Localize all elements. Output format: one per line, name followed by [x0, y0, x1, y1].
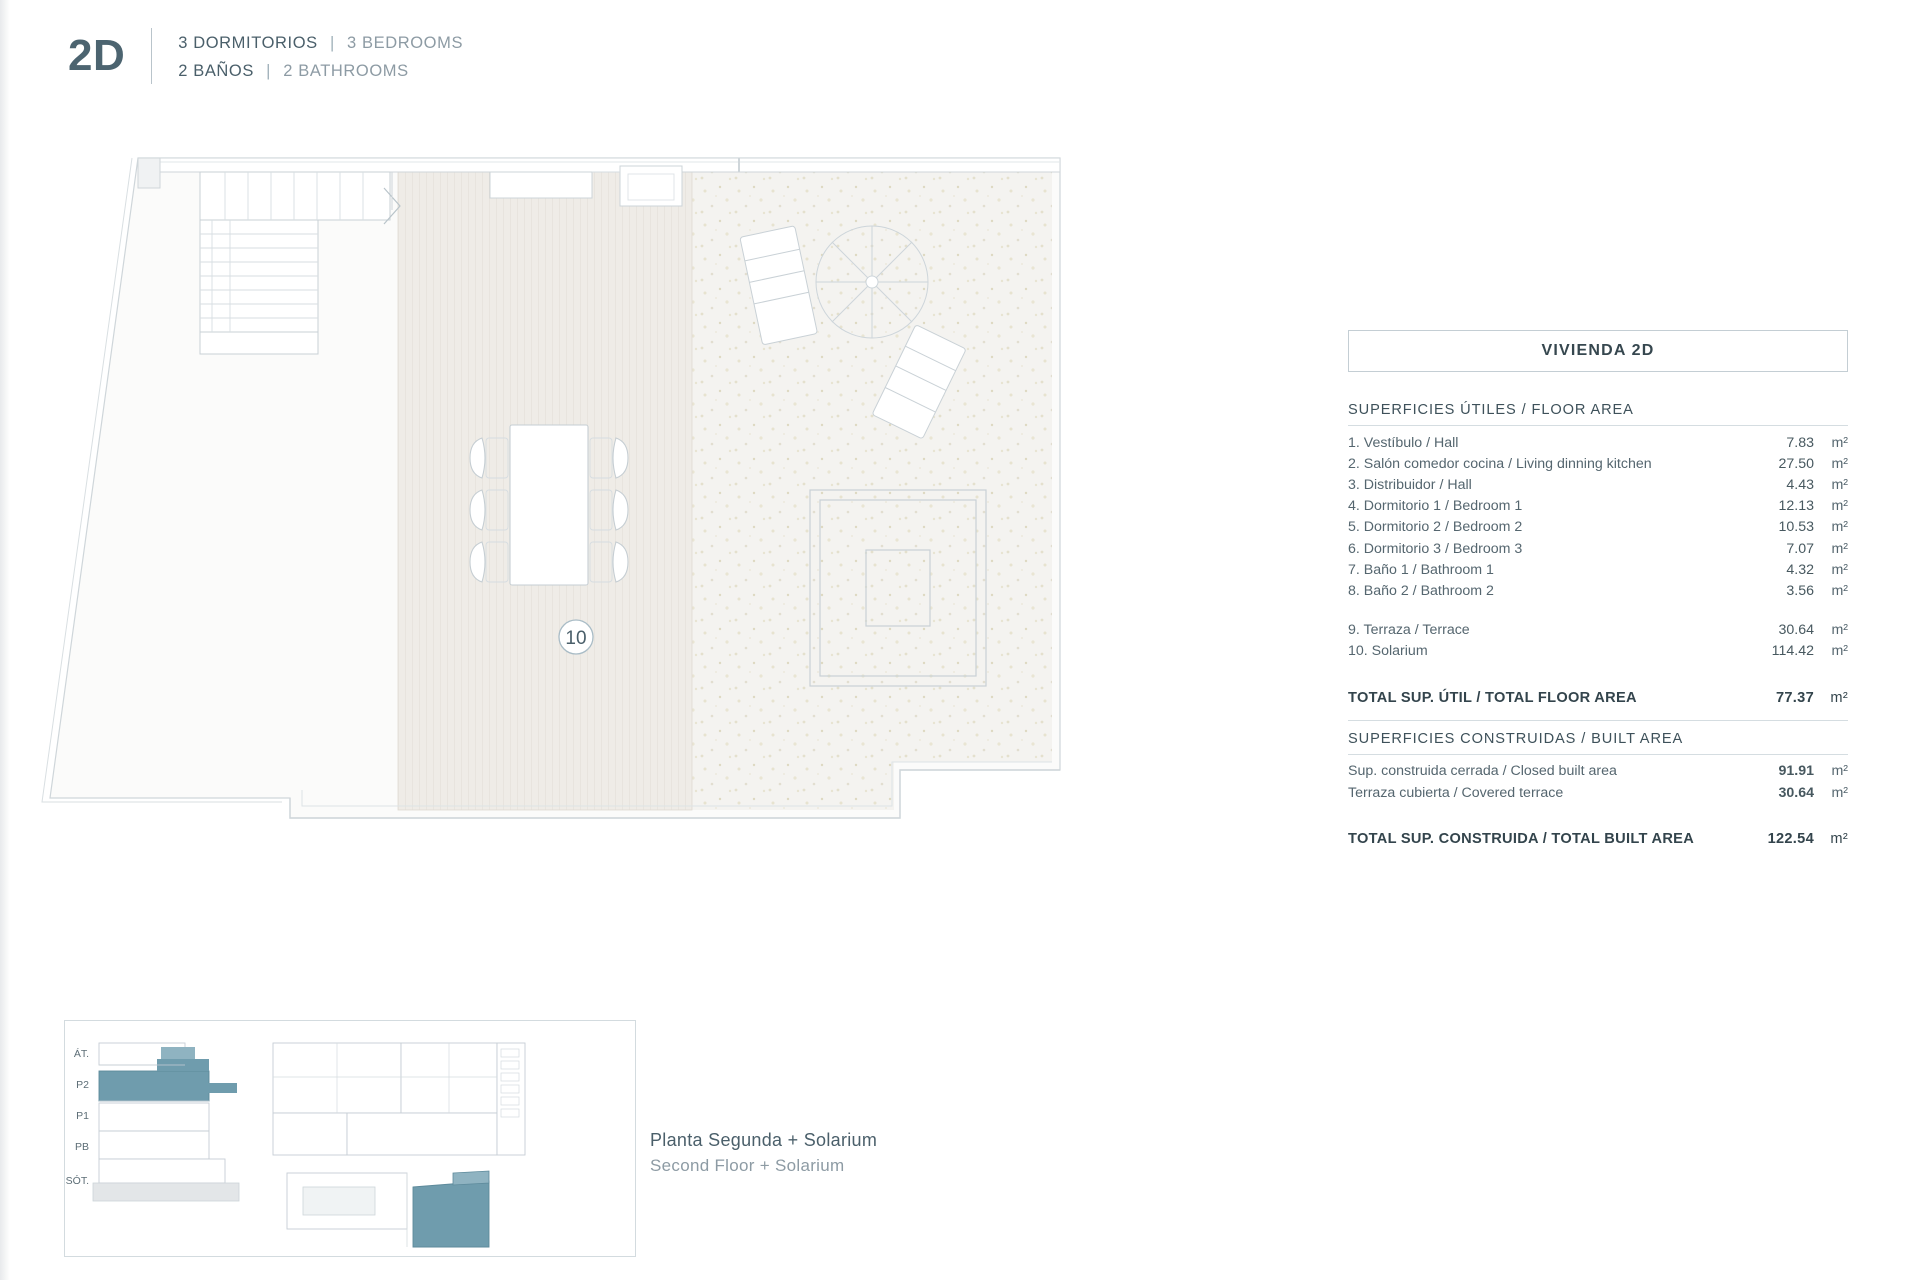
built-label: Terraza cubierta / Covered terrace [1348, 784, 1564, 801]
row-spacer [1348, 662, 1848, 686]
table-row [1348, 782, 1848, 803]
caption-es: Planta Segunda + Solarium [650, 1130, 878, 1150]
header-divider [151, 28, 152, 84]
highlighted-unit-on-site [413, 1171, 489, 1247]
total-built-area-unit: m² [1830, 831, 1848, 848]
room-label: 9. Terraza / Terrace [1348, 622, 1470, 639]
room-label: 8. Baño 2 / Bathroom 2 [1348, 582, 1494, 599]
bathrooms-line [178, 62, 463, 81]
room-value: 4.32 [1786, 561, 1814, 578]
level-label-sot: SÓT. [65, 1175, 89, 1187]
built-value: 91.91 [1778, 763, 1814, 780]
plan-header [68, 28, 463, 84]
room-value: 10.53 [1778, 519, 1814, 536]
total-floor-area-row [1348, 686, 1848, 710]
level-label-at: ÁT. [73, 1048, 89, 1060]
room-label: 2. Salón comedor cocina / Living dinning kitchen [1348, 455, 1652, 472]
key-plan-box [64, 1020, 636, 1257]
table-row [1348, 761, 1848, 782]
table-row [1348, 559, 1848, 580]
total-floor-area-unit: m² [1830, 689, 1848, 706]
table-row [1348, 538, 1848, 559]
table-row [1348, 432, 1848, 453]
bedrooms-line [178, 34, 463, 53]
key-plan-caption [650, 1130, 877, 1176]
total-built-area-row [1348, 827, 1848, 851]
room-unit: m² [1831, 519, 1848, 536]
divider [1348, 720, 1848, 721]
bathrooms-es: 2 BAÑOS [178, 61, 254, 80]
total-floor-area-value: 77.37 [1775, 689, 1814, 706]
bathrooms-en: 2 BATHROOMS [283, 61, 409, 80]
area-schedule-panel [1348, 330, 1848, 851]
unit-code: 2D [68, 31, 126, 80]
room-unit: m² [1831, 498, 1848, 515]
room-value: 27.50 [1778, 455, 1814, 472]
built-unit: m² [1831, 763, 1848, 780]
room-value: 7.83 [1786, 434, 1814, 451]
room-unit: m² [1831, 622, 1848, 639]
row-spacer [1348, 803, 1848, 827]
table-row [1348, 453, 1848, 474]
level-label-p2: P2 [76, 1079, 89, 1091]
total-built-area-value: 122.54 [1767, 831, 1814, 848]
room-label: 3. Distribuidor / Hall [1348, 476, 1472, 493]
table-row [1348, 620, 1848, 641]
header-sep-1: | [329, 33, 335, 52]
room-label: 7. Baño 1 / Bathroom 1 [1348, 561, 1494, 578]
room-unit: m² [1831, 476, 1848, 493]
room-unit: m² [1831, 434, 1848, 451]
table-row [1348, 496, 1848, 517]
floor-plan-drawing [20, 150, 1340, 860]
header-sep-2: | [266, 61, 272, 80]
table-row [1348, 641, 1848, 662]
room-value: 12.13 [1778, 498, 1814, 515]
panel-body [1348, 402, 1848, 851]
room-unit: m² [1831, 455, 1848, 472]
caption-en: Second Floor + Solarium [650, 1156, 845, 1175]
room-value: 30.64 [1778, 622, 1814, 639]
total-floor-area-label: TOTAL SUP. ÚTIL / TOTAL FLOOR AREA [1348, 689, 1637, 706]
table-row [1348, 580, 1848, 601]
total-built-area-label: TOTAL SUP. CONSTRUIDA / TOTAL BUILT AREA [1348, 831, 1695, 848]
level-label-pb: PB [74, 1141, 89, 1153]
room-unit: m² [1831, 582, 1848, 599]
level-label-p1: P1 [76, 1110, 89, 1122]
room-label: 5. Dormitorio 2 / Bedroom 2 [1348, 519, 1523, 536]
room-value: 114.42 [1771, 643, 1814, 660]
built-area-heading: SUPERFICIES CONSTRUIDAS / BUILT AREA [1348, 731, 1848, 755]
room-value: 3.56 [1786, 582, 1814, 599]
header-subtitles [178, 32, 463, 81]
built-unit: m² [1831, 784, 1848, 801]
panel-title: VIVIENDA 2D [1541, 342, 1655, 359]
room-label: 1. Vestíbulo / Hall [1348, 434, 1459, 451]
table-row [1348, 517, 1848, 538]
floor-area-heading: SUPERFICIES ÚTILES / FLOOR AREA [1348, 402, 1848, 426]
bedrooms-en: 3 BEDROOMS [347, 33, 464, 52]
bedrooms-es: 3 DORMITORIOS [178, 33, 318, 52]
room-label: 4. Dormitorio 1 / Bedroom 1 [1348, 498, 1523, 515]
room-label: 10. Solarium [1348, 643, 1428, 660]
room-value: 4.43 [1786, 476, 1814, 493]
room-marker-label: 10 [565, 628, 587, 649]
room-unit: m² [1831, 540, 1848, 557]
room-unit: m² [1831, 561, 1848, 578]
row-spacer [1348, 602, 1848, 620]
room-unit: m² [1831, 643, 1848, 660]
panel-title-box [1348, 330, 1848, 372]
room-label: 6. Dormitorio 3 / Bedroom 3 [1348, 540, 1523, 557]
page-edge-shadow [0, 0, 10, 1280]
table-row [1348, 474, 1848, 495]
built-label: Sup. construida cerrada / Closed built area [1348, 763, 1617, 780]
room-value: 7.07 [1786, 540, 1814, 557]
built-value: 30.64 [1778, 784, 1814, 801]
